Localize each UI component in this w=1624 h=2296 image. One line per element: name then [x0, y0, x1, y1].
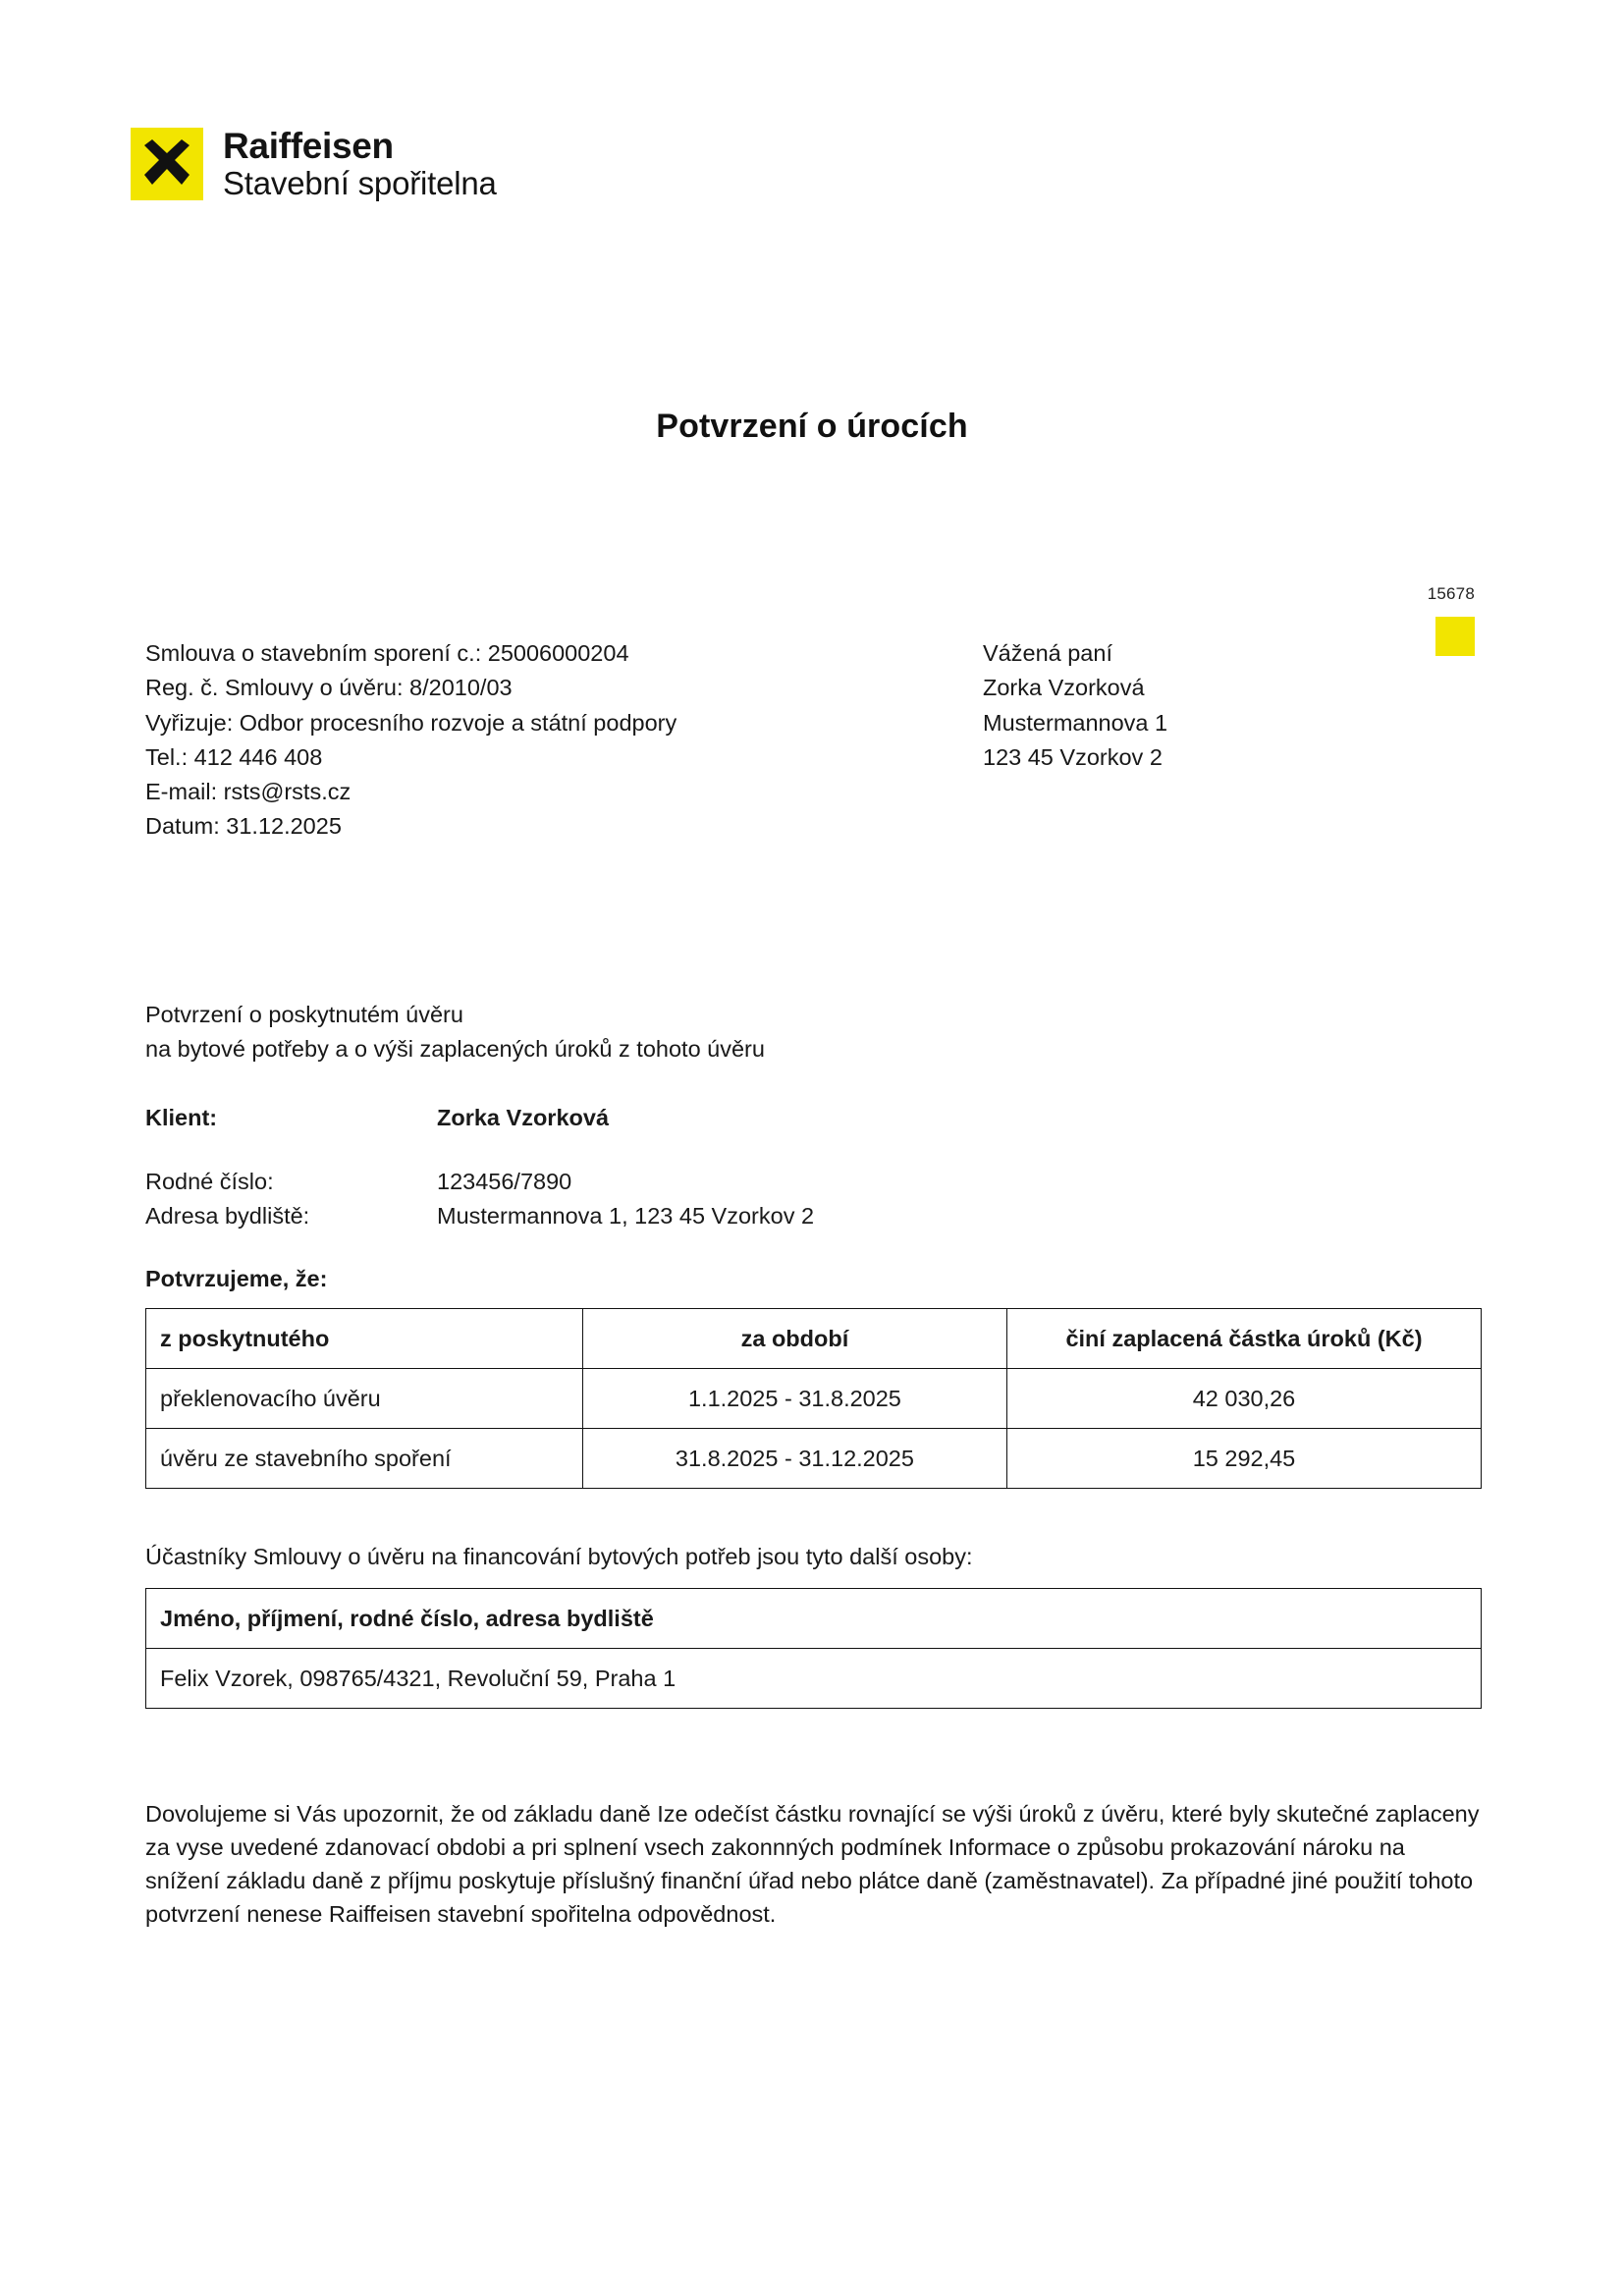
cell-amount: 42 030,26: [1006, 1369, 1481, 1429]
address-row: [145, 1199, 814, 1233]
client-row: [145, 1105, 1481, 1131]
table-row: [146, 1649, 1482, 1709]
birth-number-label: Rodné číslo:: [145, 1169, 274, 1194]
col-header-amount: činí zaplacená částka úroků (Kč): [1006, 1309, 1481, 1369]
page-title: Potvrzení o úrocích: [656, 408, 968, 445]
meta-email: E-mail: rsts@rsts.cz: [145, 779, 352, 804]
cell-period: 1.1.2025 - 31.8.2025: [582, 1369, 1006, 1429]
cell-period: 31.8.2025 - 31.12.2025: [582, 1429, 1006, 1489]
reference-number: 15678: [1427, 584, 1475, 603]
participants-intro: Účastníky Smlouvy o úvěru na financování bytových potřeb jsou tyto další osoby:: [145, 1544, 973, 1569]
brand-logo: [131, 126, 497, 202]
address-label: Adresa bydliště:: [145, 1202, 310, 1229]
recipient-name: Zorka Vzorková: [983, 675, 1145, 701]
legal-note: Dovolujeme si Vás upozornit, že od základu daně Ize odečíst částku rovnající se výši úroků z úvěru, které byly skutečné zaplaceny za vyse uvedené zdanovací obdobi a pri splnení vsech zakonnných podmínek Informace o způsobu prokazování nároku na snížení základu daně z příjmu poskytuje příslušný finanční úřad nebo plátce daně (zaměstnavatel). Za případné jiné použití tohoto potvrzení nenese Raiffeisen stavební spořitelna odpovědnost.: [145, 1801, 1480, 1928]
interest-table: [145, 1308, 1482, 1489]
contract-meta-block: [145, 636, 677, 845]
col-header-participant: Jméno, příjmení, rodné číslo, adresa bydliště: [146, 1589, 1482, 1649]
client-details: [145, 1165, 814, 1233]
confirm-heading: Potvrzujeme, že:: [145, 1266, 328, 1291]
intro-line1: Potvrzení o poskytnutém úvěru: [145, 1002, 463, 1027]
intro-paragraph: [145, 998, 765, 1067]
table-header-row: [146, 1589, 1482, 1649]
recipient-salutation: Vážená paní: [983, 640, 1112, 666]
col-header-source: z poskytnutého: [146, 1309, 583, 1369]
address-value: Mustermannova 1, 123 45 Vzorkov 2: [437, 1202, 815, 1229]
meta-loan-registration: Reg. č. Smlouvy o úvěru: 8/2010/03: [145, 675, 513, 701]
recipient-city: 123 45 Vzorkov 2: [983, 743, 1163, 770]
meta-contract-number: Smlouva o stavebním sporení c.: 25006000204: [145, 640, 629, 666]
client-name: Zorka Vzorková: [437, 1105, 610, 1130]
cell-source: úvěru ze stavebního spoření: [146, 1429, 583, 1489]
client-label: Klient:: [145, 1105, 218, 1130]
cell-amount: 15 292,45: [1006, 1429, 1481, 1489]
table-row: [146, 1369, 1482, 1429]
brand-name-line2: Stavební spořitelna: [223, 165, 497, 202]
cell-source: překlenovacího úvěru: [146, 1369, 583, 1429]
participants-table: [145, 1588, 1482, 1709]
meta-handled-by: Vyřizuje: Odbor procesního rozvoje a státní podpory: [145, 709, 677, 736]
meta-phone: Tel.: 412 446 408: [145, 743, 323, 770]
table-header-row: [146, 1309, 1482, 1369]
yellow-marker-square: [1435, 617, 1475, 656]
birth-number-value: 123456/7890: [437, 1169, 572, 1194]
recipient-address-block: [983, 636, 1167, 775]
intro-line2: na bytové potřeby a o výši zaplacených úroků z tohoto úvěru: [145, 1036, 765, 1063]
table-row: [146, 1429, 1482, 1489]
cell-participant: Felix Vzorek, 098765/4321, Revoluční 59, Praha 1: [146, 1649, 1482, 1709]
raiffeisen-gable-cross-icon: [131, 128, 203, 200]
recipient-street: Mustermannova 1: [983, 709, 1168, 736]
brand-name-line1: Raiffeisen: [223, 126, 394, 166]
col-header-period: za období: [582, 1309, 1006, 1369]
birth-number-row: [145, 1165, 814, 1199]
meta-date: Datum: 31.12.2025: [145, 813, 342, 840]
